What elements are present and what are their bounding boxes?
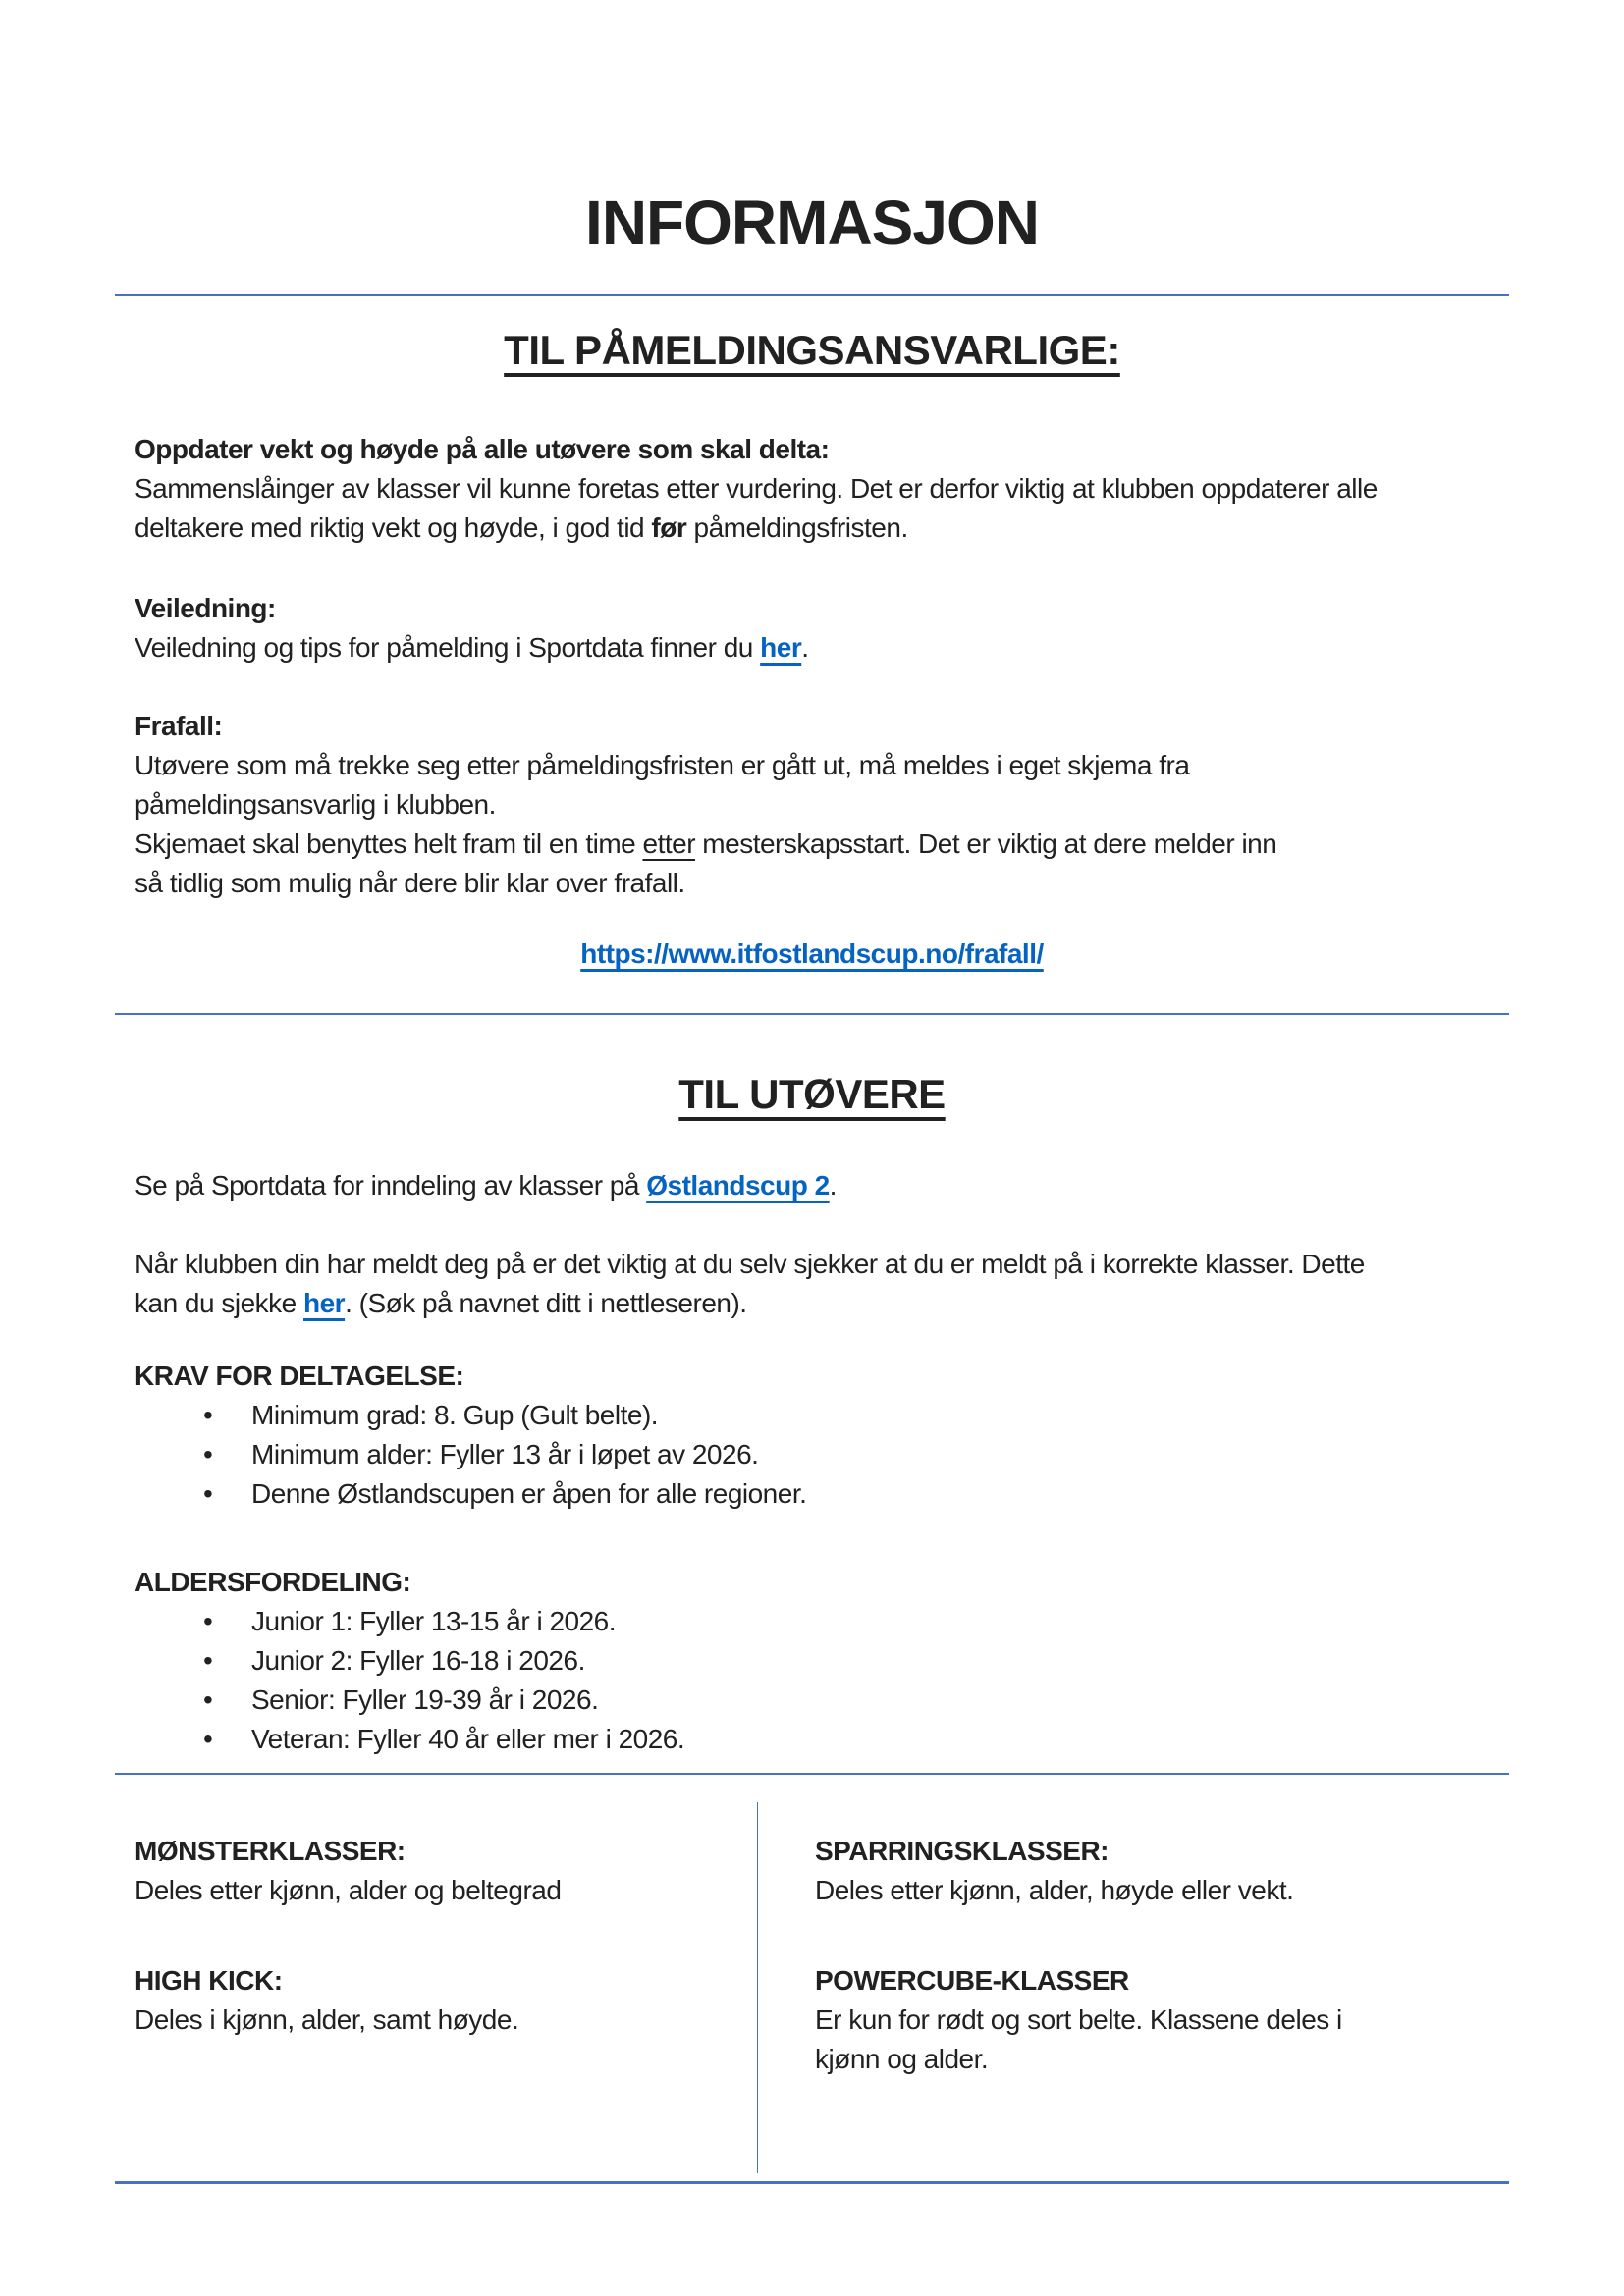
guide-block-text [135, 628, 1489, 667]
check-her-link[interactable]: her [303, 1288, 346, 1318]
athletes-check-paragraph [135, 1245, 1489, 1323]
registrars-section-heading-text: TIL PÅMELDINGSANSVARLIGE: [504, 327, 1120, 373]
withdrawal-line4: så tidlig som mulig når dere blir klar over frafall. [135, 868, 685, 898]
list-item: • Junior 1: Fyller 13-15 år i 2026. [135, 1602, 1489, 1641]
monster-classes-heading: MØNSTERKLASSER: [135, 1836, 406, 1866]
withdrawal-etter-underlined: etter [642, 828, 696, 859]
guide-block-heading: Veiledning: [135, 593, 276, 623]
registrars-section-heading [115, 326, 1509, 375]
high-kick-heading: HIGH KICK: [135, 1965, 283, 1996]
update-block-line1: Sammenslåinger av klasser vil kunne foretas etter vurdering. Det er derfor viktig at klubben oppdaterer alle [135, 473, 1378, 504]
age-groups-heading: ALDERSFORDELING: [135, 1567, 411, 1597]
update-line2-bold-word: før [651, 512, 687, 543]
powercube-classes-text [815, 2001, 1489, 2079]
class-column-left [115, 1802, 758, 2173]
powercube-text-line2: kjønn og alder. [815, 2044, 989, 2074]
check-line2-after: . (Søk på navnet ditt i nettleseren). [345, 1288, 747, 1318]
class-column-right [758, 1802, 1509, 2173]
guide-block [135, 589, 1489, 667]
high-kick-text: Deles i kjønn, alder, samt høyde. [135, 2004, 519, 2035]
section-divider-classes [115, 1773, 1509, 1775]
athletes-section-heading [115, 1070, 1509, 1119]
list-item: • Minimum grad: 8. Gup (Gult belte). [135, 1396, 1489, 1435]
update-line2-before: deltakere med riktig vekt og høyde, i god tid [135, 512, 652, 543]
athletes-intro-after: . [829, 1170, 837, 1201]
list-item: • Veteran: Fyller 40 år eller mer i 2026. [135, 1720, 1489, 1759]
requirements-heading: KRAV FOR DELTAGELSE: [135, 1361, 464, 1391]
check-line1: Når klubben din har meldt deg på er det viktig at du selv sjekker at du er meldt på i korrekte klasser. Dette [135, 1249, 1365, 1279]
update-block-heading: Oppdater vekt og høyde på alle utøvere som skal delta: [135, 434, 830, 464]
athletes-section-heading-text: TIL UTØVERE [678, 1071, 946, 1117]
withdrawal-line2: påmeldingsansvarlig i klubben. [135, 789, 496, 820]
withdrawal-line1: Utøvere som må trekke seg etter påmeldingsfristen er gått ut, må meldes i eget skjema fra [135, 750, 1190, 780]
update-block-line2 [135, 508, 1489, 548]
section-divider-middle [115, 1013, 1509, 1015]
athletes-intro-line [135, 1166, 1489, 1205]
withdrawal-line3-before: Skjemaet skal benyttes helt fram til en time [135, 828, 643, 859]
monster-classes-text: Deles etter kjønn, alder og beltegrad [135, 1875, 562, 1905]
guide-text-before: Veiledning og tips for påmelding i Sportdata finner du [135, 632, 761, 663]
update-weight-height-block [135, 430, 1489, 548]
list-item: • Denne Østlandscupen er åpen for alle regioner. [135, 1474, 1489, 1514]
sparring-classes-text: Deles etter kjønn, alder, høyde eller vekt. [815, 1875, 1294, 1905]
withdrawal-block [135, 707, 1489, 903]
guide-her-link[interactable]: her [760, 632, 802, 663]
withdrawal-url-link[interactable]: https://www.itfostlandscup.no/frafall/ [580, 938, 1044, 969]
list-item: • Minimum alder: Fyller 13 år i løpet av 2026. [135, 1435, 1489, 1474]
withdrawal-block-heading: Frafall: [135, 711, 223, 741]
class-columns [115, 1802, 1509, 2173]
age-groups-list [135, 1602, 1489, 1759]
sparring-classes-heading: SPARRINGSKLASSER: [815, 1836, 1110, 1866]
section-divider-bottom [115, 2181, 1509, 2184]
update-line2-after: påmeldingsfristen. [686, 512, 908, 543]
withdrawal-line3-after: mesterskapsstart. Det er viktig at dere melder inn [695, 828, 1277, 859]
document-title: INFORMASJON [585, 187, 1039, 258]
athletes-intro-before: Se på Sportdata for inndeling av klasser på [135, 1170, 647, 1201]
powercube-classes-heading: POWERCUBE-KLASSER [815, 1965, 1129, 1996]
guide-text-after: . [801, 632, 809, 663]
requirements-list [135, 1396, 1489, 1514]
withdrawal-url-line [135, 934, 1489, 974]
list-item: • Junior 2: Fyller 16-18 i 2026. [135, 1641, 1489, 1681]
check-line2 [135, 1284, 1489, 1323]
powercube-text-line1: Er kun for rødt og sort belte. Klassene deles i [815, 2004, 1342, 2035]
ostlandscup-link[interactable]: Østlandscup 2 [646, 1170, 830, 1201]
withdrawal-line3 [135, 825, 1489, 864]
check-line2-before: kan du sjekke [135, 1288, 303, 1318]
list-item: • Senior: Fyller 19-39 år i 2026. [135, 1681, 1489, 1720]
section-divider-top [115, 294, 1509, 296]
